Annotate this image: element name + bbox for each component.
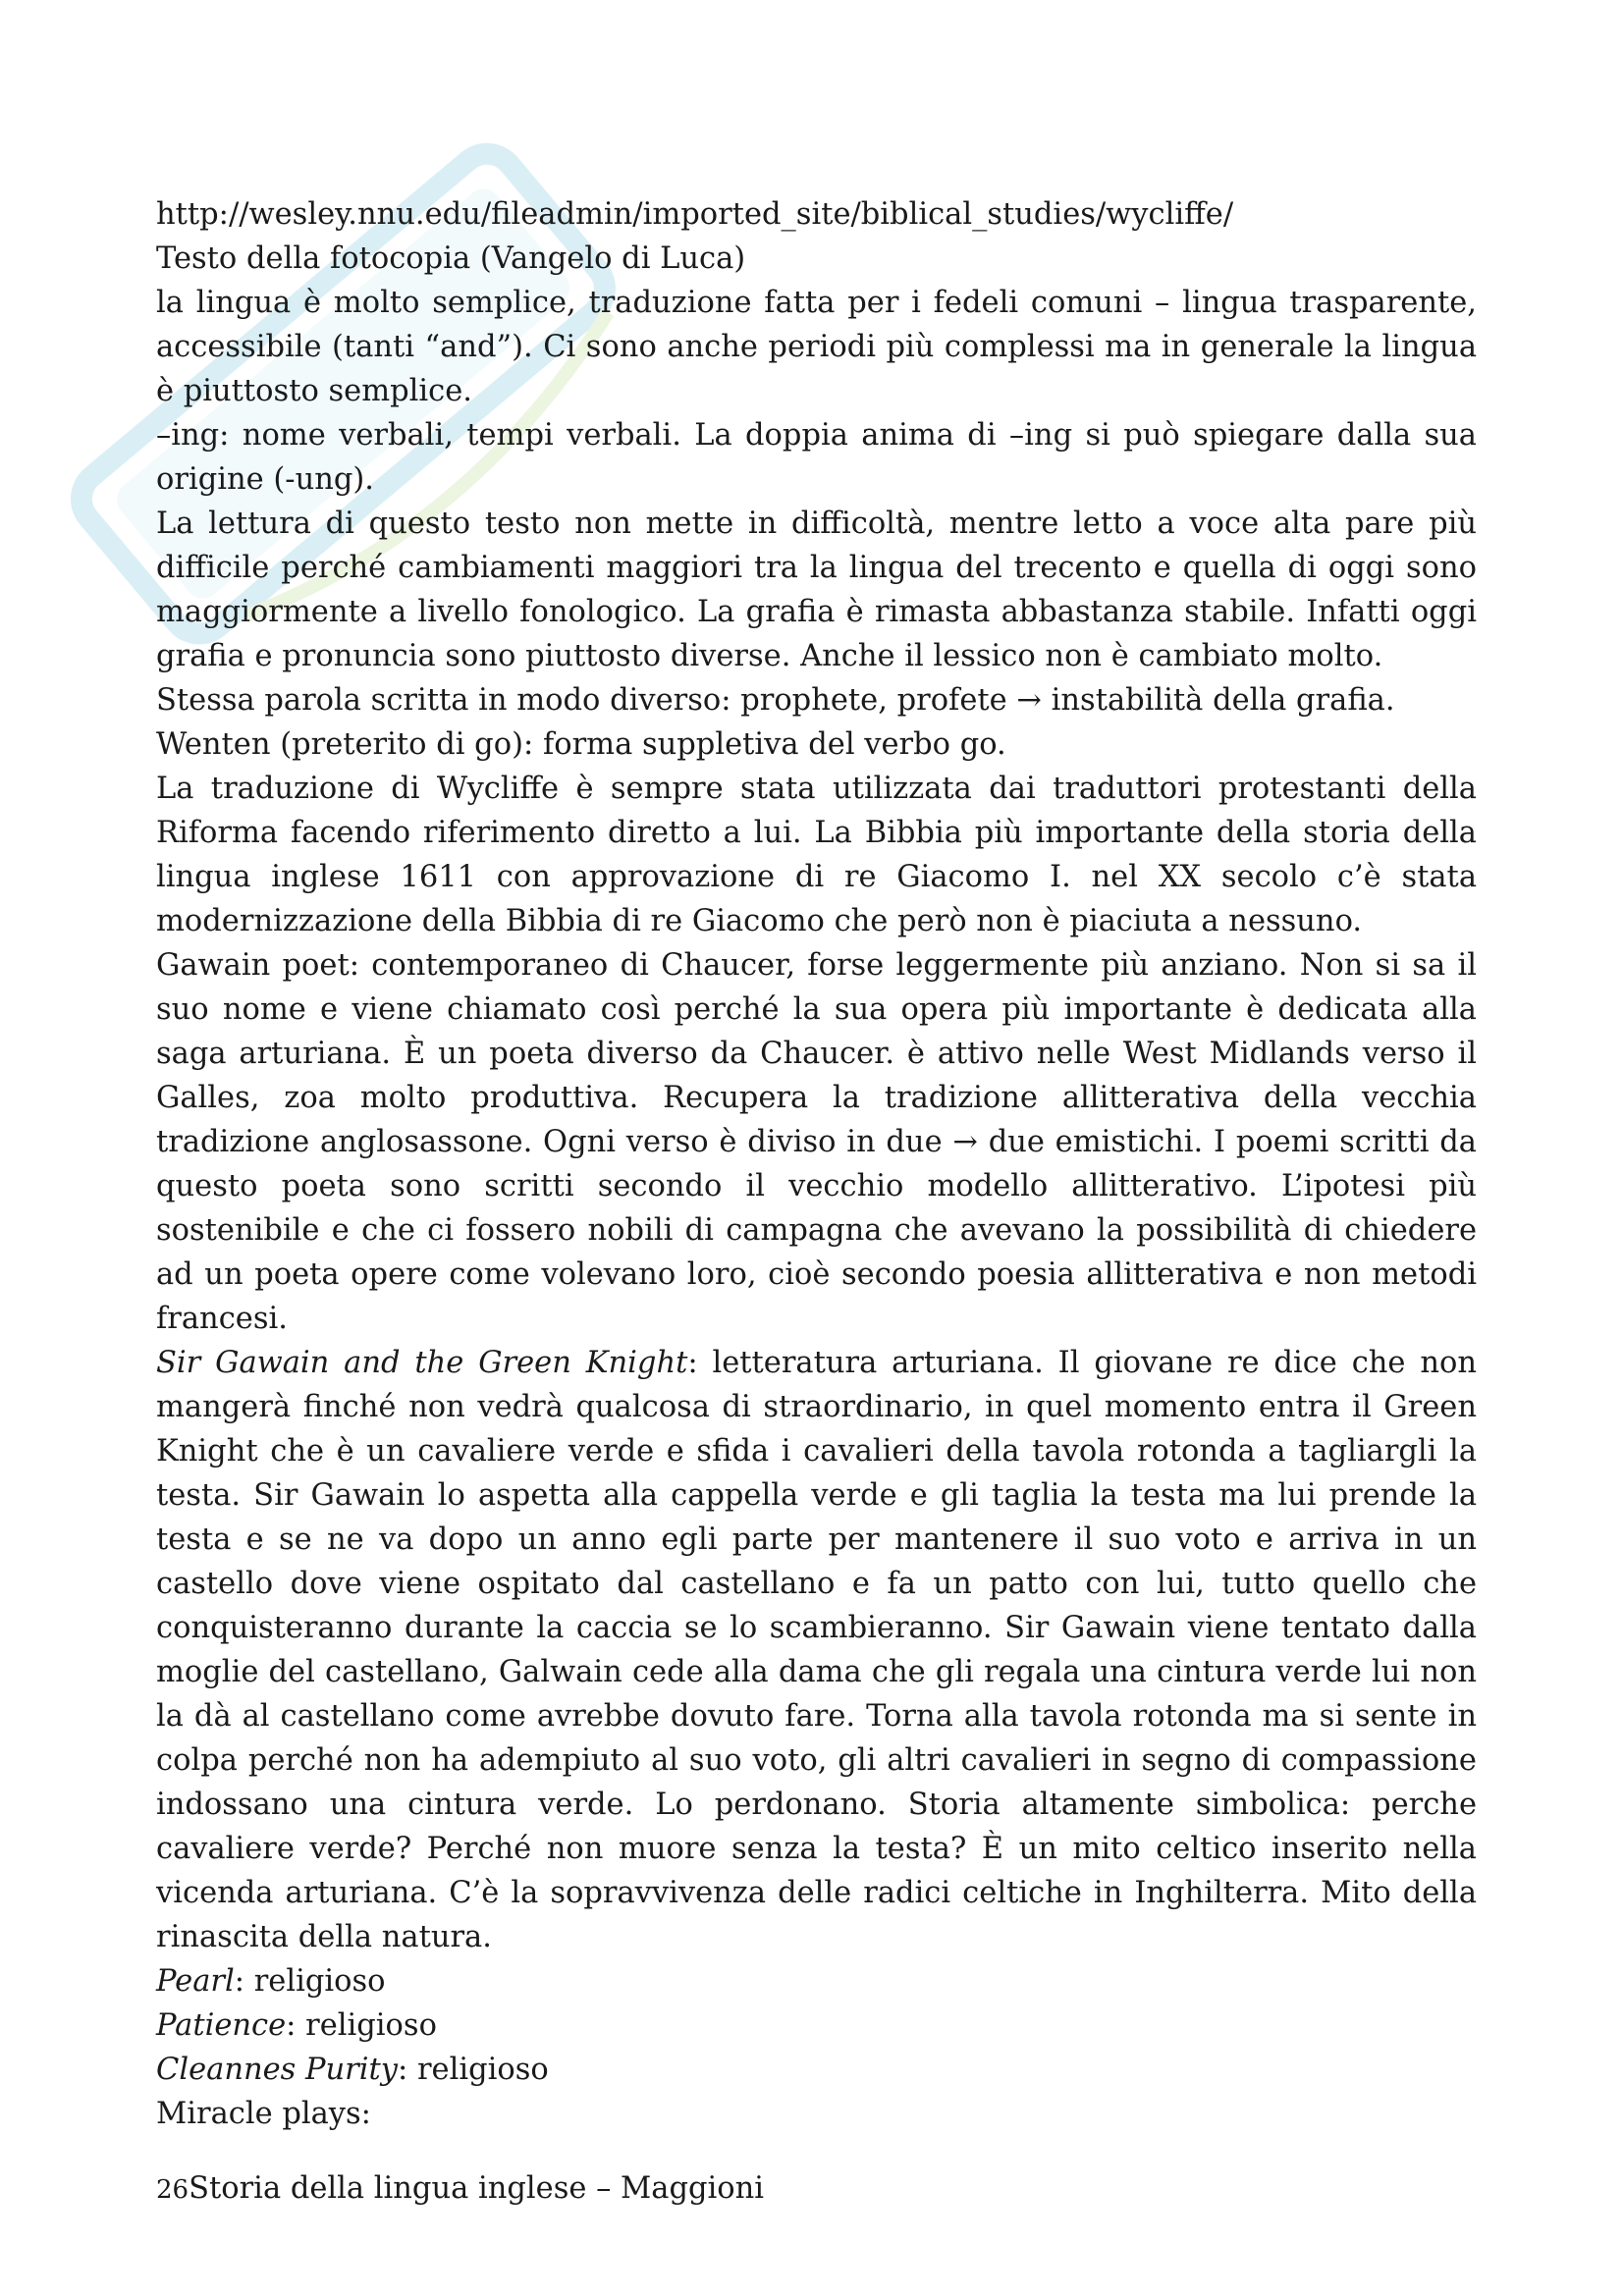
line-pearl: [156, 1959, 1477, 2003]
paragraph-gawain-poet: Gawain poet: contemporaneo di Chaucer, forse leggermente più anziano. Non si sa il suo nome e viene chiamato così perché la sua opera più importante è dedicata alla saga arturiana. È un poeta diverso da Chaucer. è attivo nelle West Midlands verso il Galles, zoa molto produttiva. Recupera la tradizione allitterativa della vecchia tradizione anglosassone. Ogni verso è diviso in due → due emistichi. I poemi scritti da questo poeta sono scritti secondo il vecchio modello allitterativo. L’ipotesi più sostenibile e che ci fossero nobili di campagna che avevano la possibilità di chiedere ad un poeta opere come volevano loro, cioè secondo poesia allitterativa e non metodi francesi.: [156, 948, 1477, 1336]
paragraph-traduzione: La traduzione di Wycliffe è sempre stata utilizzata dai traduttori protestanti della Riforma facendo riferimento diretto a lui. La Bibbia più importante della storia della lingua inglese 1611 con approvazione di re Giacomo I. nel XX secolo c’è stata modernizzazione della Bibbia di re Giacomo che però non è piaciuta a nessuno.: [156, 772, 1477, 938]
patience-title: Patience: [156, 2008, 287, 2043]
line-patience: [156, 2003, 1477, 2048]
paragraph-lettura: La lettura di questo testo non mette in difficoltà, mentre letto a voce alta pare più difficile perché cambiamenti maggiori tra la lingua del trecento e quella di oggi sono maggiormente a livello fonologico. La grafia è rimasta abbastanza stabile. Infatti oggi grafia e pronuncia sono piuttosto diverse. Anche il lessico non è cambiato molto.: [156, 507, 1477, 673]
paragraph-wenten: Wenten (preterito di go): forma suppletiva del verbo go.: [156, 727, 1006, 762]
cleannes-title: Cleannes Purity: [156, 2053, 398, 2087]
sir-gawain-text: : letteratura arturiana. Il giovane re dice che non mangerà finché non vedrà qualcosa di straordinario, in quel momento entra il Green Knight che è un cavaliere verde e sfida i cavalieri della tavola rotonda a tagliargli la testa. Sir Gawain lo aspetta alla cappella verde e gli taglia la testa ma lui prende la testa e se ne va dopo un anno egli parte per mantenere il suo voto e arriva in un castello dove viene ospitato dal castellano e fa un patto con lui, tutto quello che conquisteranno durante la caccia se lo scambieranno. Sir Gawain viene tentato dalla moglie del castellano, Galwain cede alla dama che gli regala una cintura verde lui non la dà al castellano come avrebbe dovuto fare. Torna alla tavola rotonda ma si sente in colpa perché non ha adempiuto al suo voto, gli altri cavalieri in segno di compassione indossano una cintura verde. Lo perdonano. Storia altamente simbolica: perche cavaliere verde? Perché non muore senza la testa? È un mito celtico inserito nella vicenda arturiana. C’è la sopravvivenza delle radici celtiche in Inghilterra. Mito della rinascita della natura.: [156, 1346, 1477, 1954]
document-body: [156, 192, 1477, 2136]
photocopy-heading: Testo della fotocopia (Vangelo di Luca): [156, 241, 746, 276]
page-footer: [156, 2166, 764, 2213]
paragraph-ing: –ing: nome verbali, tempi verbali. La doppia anima di –ing si può spiegare dalla sua origine (-ung).: [156, 418, 1477, 497]
paragraph-stessa: Stessa parola scritta in modo diverso: prophete, profete → instabilità della grafia.: [156, 683, 1395, 718]
page-number: 26: [156, 2175, 189, 2205]
pearl-text: : religioso: [234, 1964, 386, 1999]
sir-gawain-title: Sir Gawain and the Green Knight: [156, 1346, 688, 1380]
cleannes-text: : religioso: [398, 2053, 549, 2087]
line-cleannes: [156, 2048, 1477, 2092]
footer-title: Storia della lingua inglese – Maggioni: [189, 2171, 765, 2206]
paragraph-sir-gawain: [156, 1341, 1477, 1959]
paragraph-lingua: la lingua è molto semplice, traduzione fatta per i fedeli comuni – lingua trasparente, accessibile (tanti “and”). Ci sono anche periodi più complessi ma in generale la lingua è piuttosto semplice.: [156, 286, 1477, 408]
pearl-title: Pearl: [156, 1964, 235, 1999]
patience-text: : religioso: [286, 2008, 437, 2043]
line-miracle-plays: Miracle plays:: [156, 2097, 371, 2131]
url-line: http://wesley.nnu.edu/fileadmin/imported_site/biblical_studies/wycliffe/: [156, 197, 1234, 232]
